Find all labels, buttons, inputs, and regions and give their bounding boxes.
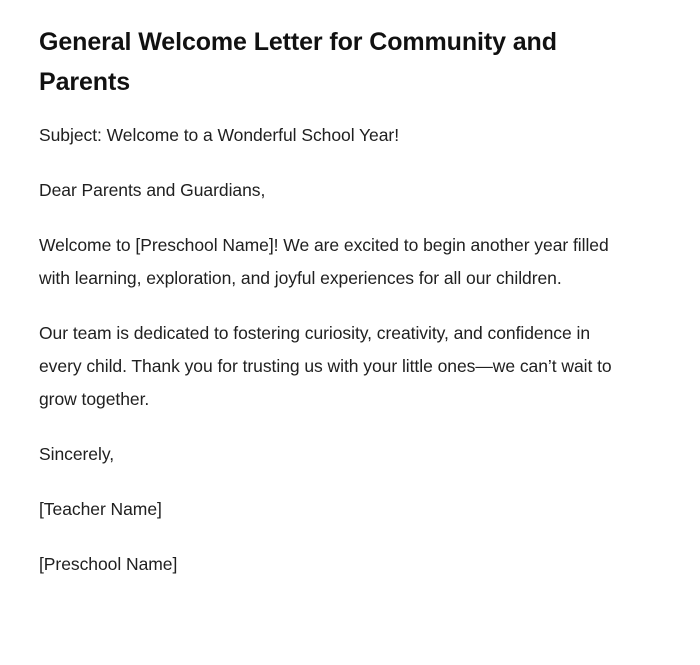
letter-body	[39, 119, 625, 581]
paragraph-welcome: Welcome to [Preschool Name]! We are excited to begin another year filled with learning, exploration, and joyful experiences for all our children.	[39, 235, 609, 288]
paragraph-subject: Subject: Welcome to a Wonderful School Year!	[39, 125, 400, 145]
paragraph-closing: Sincerely,	[39, 444, 115, 464]
paragraph-salutation: Dear Parents and Guardians,	[39, 180, 266, 200]
paragraph-teacher-name: [Teacher Name]	[39, 499, 162, 519]
paragraph-mission: Our team is dedicated to fostering curiosity, creativity, and confidence in every child. Thank you for trusting us with your little ones—we can’t wait to grow together.	[39, 323, 612, 409]
paragraph-preschool-name: [Preschool Name]	[39, 554, 178, 574]
page-title: General Welcome Letter for Community and Parents	[39, 28, 557, 96]
